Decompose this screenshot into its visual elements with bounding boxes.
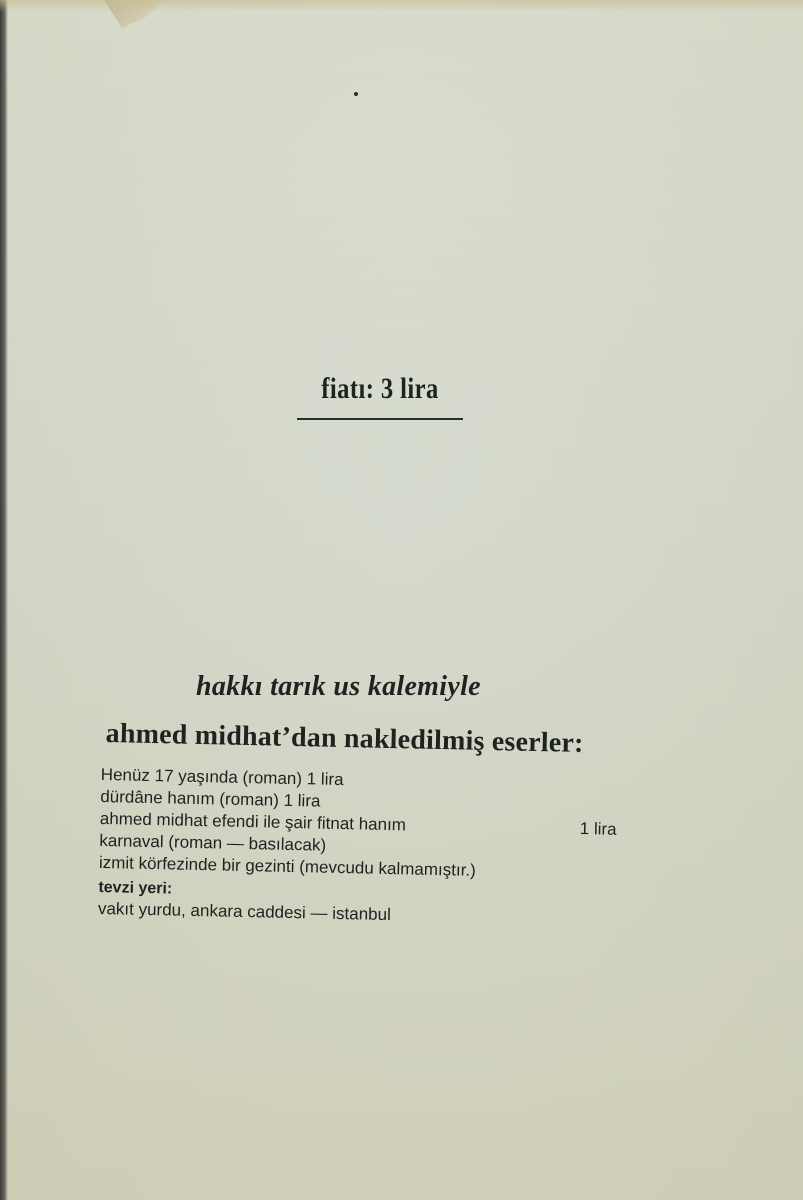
author-heading: hakkı tarık us kalemiyle bbox=[196, 671, 481, 702]
work-title: Henüz 17 yaşında (roman) 1 lira bbox=[100, 764, 344, 790]
torn-corner bbox=[104, 0, 164, 28]
works-list bbox=[98, 764, 661, 932]
price-block bbox=[296, 372, 464, 420]
work-title: karnaval (roman — basılacak) bbox=[99, 830, 327, 855]
distribution-address: vakıt yurdu, ankara caddesi — istanbul bbox=[97, 898, 392, 925]
work-price: 1 lira bbox=[579, 819, 617, 839]
distribution-label: tevzi yeri: bbox=[98, 878, 173, 898]
price-label: fiatı: 3 lira bbox=[321, 372, 439, 405]
work-title: ahmed midhat efendi ile şair fitnat hanım bbox=[99, 808, 407, 835]
price-underline bbox=[297, 418, 463, 420]
work-title: dürdâne hanım (roman) 1 lira bbox=[100, 786, 321, 811]
ink-dot bbox=[354, 92, 358, 96]
works-heading: ahmed midhat’dan nakledilmiş eserler: bbox=[105, 718, 584, 760]
work-title: izmit körfezinde bir gezinti (mevcudu kalmamıştır.) bbox=[98, 852, 477, 880]
